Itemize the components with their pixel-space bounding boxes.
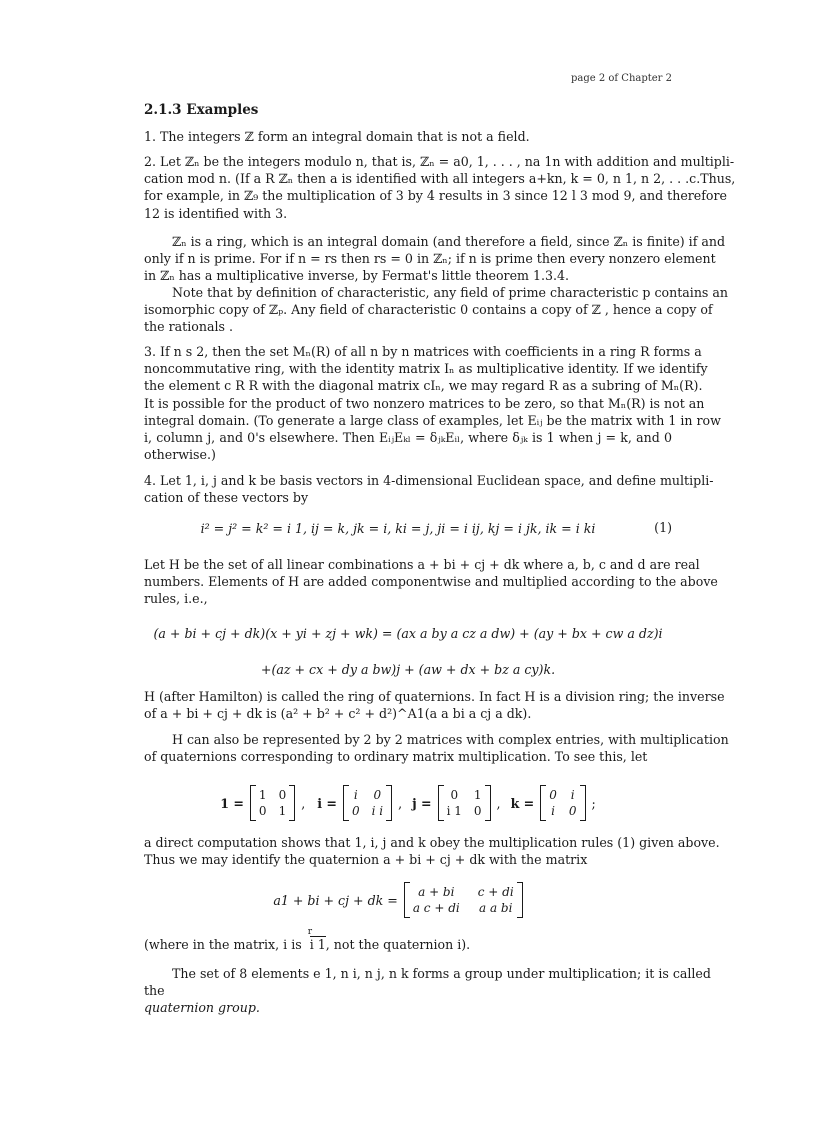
- equation-1-number: (1): [654, 520, 672, 535]
- paragraph-line: The set of 8 elements e 1, n i, n j, n k forms a group under multiplication; it is called: [172, 966, 711, 981]
- matrix-j: [438, 785, 491, 821]
- example-2-line: 12 is identified with 3.: [144, 205, 288, 221]
- example-3-line: i, column j, and 0's elsewhere. Then EᵢⱼEₖₗ = δⱼₖEᵢₗ, where δⱼₖ is 1 when j = k, and 0: [144, 430, 672, 446]
- example-1: [144, 128, 672, 145]
- matrix-cell: 0: [278, 787, 287, 802]
- equation-1: i² = j² = k² = i 1, ij = k, jk = i, ki = j, ji = i ij, kj = i jk, ik = i ki: [200, 521, 596, 536]
- matrix-cell: i i: [371, 803, 384, 818]
- matrix-cell: i: [353, 787, 358, 802]
- matrix-cell: 0: [373, 787, 382, 802]
- paragraph-line: Note that by definition of characteristic, any field of prime characteristic p contains an: [172, 285, 729, 300]
- paragraph-line: of a + bi + cj + dk is (a² + b² + c² + d²)^A1(a a bi a cj a dk).: [144, 706, 532, 722]
- matrix-cell: 0: [568, 803, 577, 818]
- matrix-separator: ,: [496, 795, 501, 811]
- example-3-line: It is possible for the product of two nonzero matrices to be zero, so that Mₙ(R) is not an: [144, 395, 705, 411]
- matrix-cell: a c + di: [412, 900, 460, 915]
- matrix-cell: a a bi: [478, 900, 513, 915]
- matrix-cell: i 1: [446, 803, 462, 818]
- matrix-i-label: i =: [317, 795, 337, 811]
- paragraph-linear-combinations: [144, 556, 718, 608]
- example-2-line: 2. Let ℤₙ be the integers modulo n, that is, ℤₙ = a0, 1, . . . , na 1n with addition and multipli-: [144, 154, 735, 169]
- paragraph-line: isomorphic copy of ℤₚ. Any field of characteristic 0 contains a copy of ℤ , hence a copy of: [144, 302, 713, 318]
- quaternion-basis-matrices: [144, 783, 672, 823]
- equation-2-line-2: +(az + cx + dy a bw)j + (aw + dx + bz a cy)k.: [260, 662, 556, 677]
- where-note: [144, 927, 672, 953]
- matrix-i: [343, 785, 392, 821]
- paragraph-direct-computation: [144, 834, 720, 868]
- matrix-cell: 1: [278, 803, 287, 818]
- paragraph-line: Thus we may identify the quaternion a + bi + cj + dk with the matrix: [144, 852, 588, 868]
- paragraph-quaternion-group: [144, 965, 711, 1017]
- example-2-line: cation mod n. (If a R ℤₙ then a is identified with all integers a+kn, k = 0, n 1, n 2, . . .c.Thus,: [144, 171, 736, 187]
- paragraph-zn-ring: [144, 233, 726, 285]
- example-3-line: the element c R R with the diagonal matrix cIₙ, we may regard R as a subring of Mₙ(R).: [144, 378, 703, 394]
- example-4: [144, 472, 714, 506]
- paragraph-line: a direct computation shows that 1, i, j and k obey the multiplication rules (1) given above.: [144, 835, 720, 850]
- example-3-line: otherwise.): [144, 447, 216, 463]
- paragraph-line: H can also be represented by 2 by 2 matrices with complex entries, with multiplication: [172, 732, 729, 747]
- paragraph-line: in ℤₙ has a multiplicative inverse, by Fermat's little theorem 1.3.4.: [144, 268, 570, 284]
- paragraph-line: the: [144, 983, 165, 999]
- matrix-cell: 0: [258, 803, 267, 818]
- matrix-cell: 1: [473, 787, 482, 802]
- example-4-line: cation of these vectors by: [144, 490, 309, 506]
- matrix-k: [540, 785, 585, 821]
- matrix-cell: 0: [450, 787, 459, 802]
- example-1-text: 1. The integers ℤ form an integral domain that is not a field.: [144, 129, 530, 144]
- paragraph-characteristic: [144, 284, 729, 336]
- matrix-j-label: j =: [412, 795, 432, 811]
- sqrt-expression: [307, 927, 326, 953]
- section-title: 2.1.3 Examples: [144, 102, 259, 118]
- example-3: [144, 343, 721, 463]
- matrix-cell: 0: [549, 787, 557, 802]
- example-3-line: noncommutative ring, with the identity matrix Iₙ as multiplicative identity. If we identify: [144, 361, 708, 377]
- matrix-end: ;: [591, 795, 596, 811]
- matrix-one-label: 1 =: [220, 795, 244, 811]
- matrix-cell: i: [551, 803, 555, 818]
- matrix-k-label: k =: [510, 795, 535, 811]
- paragraph-line: rules, i.e.,: [144, 591, 208, 607]
- matrix-cell: i: [570, 787, 575, 802]
- sqrt-radicand: i 1: [309, 937, 326, 952]
- sqrt-symbol: r: [307, 927, 313, 937]
- example-3-line: 3. If n s 2, then the set Mₙ(R) of all n by n matrices with coefficients in a ring R forms a: [144, 344, 702, 359]
- matrix-cell: c + di: [477, 884, 514, 899]
- matrix-cell: 0: [351, 803, 360, 818]
- example-4-line: 4. Let 1, i, j and k be basis vectors in 4-dimensional Euclidean space, and define multipli-: [144, 473, 714, 488]
- quaternion-matrix-label: a1 + bi + cj + dk =: [273, 892, 398, 908]
- quaternion-matrix: [404, 882, 523, 918]
- paragraph-line: the rationals .: [144, 319, 233, 335]
- where-note-line: [144, 927, 672, 953]
- paragraph-line: H (after Hamilton) is called the ring of quaternions. In fact H is a division ring; the inverse: [144, 689, 725, 704]
- matrix-cell: a + bi: [418, 884, 455, 899]
- page-header: page 2 of Chapter 2: [570, 73, 672, 84]
- paragraph-line: ℤₙ is a ring, which is an integral domain (and therefore a field, since ℤₙ is finite) if and: [172, 234, 726, 249]
- paragraph-quaternions: [144, 688, 725, 722]
- matrix-separator: ,: [398, 795, 403, 811]
- matrix-cell: 1: [258, 787, 267, 802]
- paragraph-matrix-representation: [144, 731, 729, 765]
- quaternion-matrix-equation: [144, 880, 672, 920]
- where-note-end: , not the quaternion i).: [325, 937, 471, 952]
- matrix-cell: 0: [473, 803, 482, 818]
- example-2-line: for example, in ℤ₉ the multiplication of 3 by 4 results in 3 since 12 l 3 mod 9, and therefore: [144, 188, 727, 204]
- paragraph-line: numbers. Elements of H are added componentwise and multiplied according to the above: [144, 574, 718, 590]
- paragraph-line: only if n is prime. For if n = rs then rs = 0 in ℤₙ; if n is prime then every nonzero element: [144, 251, 716, 267]
- quaternion-group-term: quaternion group.: [144, 1000, 260, 1016]
- matrix-one: [250, 785, 295, 821]
- example-3-line: integral domain. (To generate a large class of examples, let Eᵢⱼ be the matrix with 1 in row: [144, 412, 721, 428]
- paragraph-line: of quaternions corresponding to ordinary matrix multiplication. To see this, let: [144, 749, 648, 765]
- equation-2-line-1: (a + bi + cj + dk)(x + yi + zj + wk) = (ax a by a cz a dw) + (ay + bx + cw a dz)i: [153, 626, 663, 641]
- example-2: [144, 153, 736, 222]
- paragraph-line: Let H be the set of all linear combinations a + bi + cj + dk where a, b, c and d are real: [144, 557, 700, 572]
- where-note-start: (where in the matrix, i is: [144, 937, 302, 952]
- matrix-separator: ,: [301, 795, 306, 811]
